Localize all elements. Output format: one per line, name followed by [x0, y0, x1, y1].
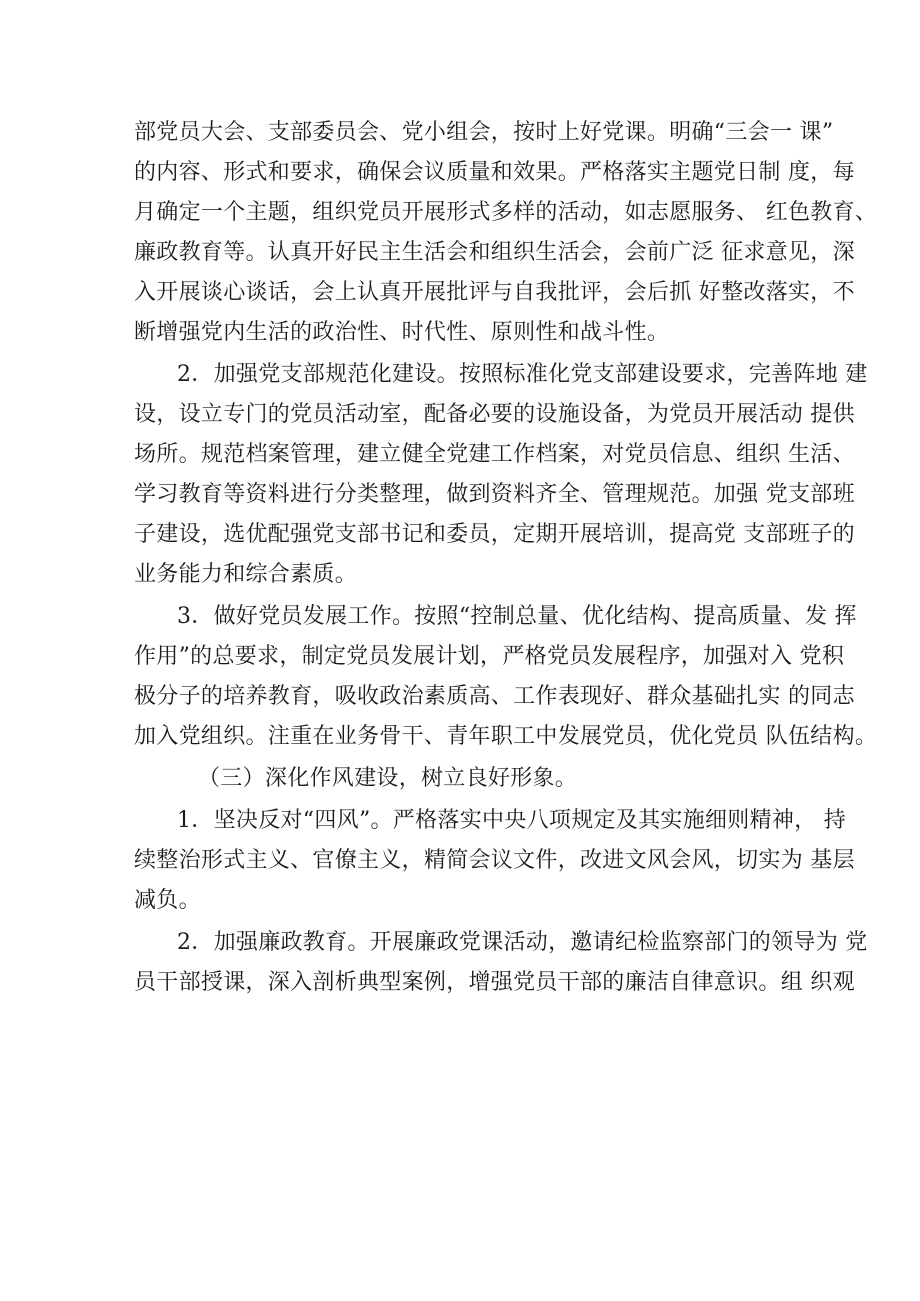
paragraph-line: 廉政教育等。认真开好民主生活会和组织生活会，会前广泛 征求意见，深 — [134, 240, 855, 265]
numbered-item-heading: 1．坚决反对“四风”。严格落实中央八项规定及其实施细则精神， 持 — [177, 808, 847, 833]
paragraph-line: 部党员大会、支部委员会、党小组会，按时上好党课。明确“三会一 课” — [134, 120, 834, 145]
paragraph-line: 场所。规范档案管理，建立健全党建工作档案，对党员信息、组织 生活、 — [134, 442, 855, 467]
paragraph-line: 子建设，选优配强党支部书记和委员，定期开展培训，提高党 支部班子的 — [134, 522, 855, 547]
paragraph-line: 的内容、形式和要求，确保会议质量和效果。严格落实主题党日制 度，每 — [134, 160, 855, 185]
paragraph-line: 入开展谈心谈话，会上认真开展批评与自我批评，会后抓 好整改落实，不 — [134, 280, 855, 305]
paragraph-line: 加入党组织。注重在业务骨干、青年职工中发展党员，优化党员 队伍结构。 — [134, 724, 878, 749]
paragraph-line: 作用”的总要求，制定党员发展计划，严格党员发展程序，加强对入 党积 — [134, 644, 845, 669]
numbered-item-heading: 2．加强党支部规范化建设。按照标准化党支部建设要求，完善阵地 建 — [177, 362, 868, 387]
paragraph-line: 断增强党内生活的政治性、时代性、原则性和战斗性。 — [134, 320, 670, 345]
paragraph-line: 极分子的培养教育，吸收政治素质高、工作表现好、群众基础扎实 的同志 — [134, 684, 855, 709]
paragraph-line: 续整治形式主义、官僚主义，精简会议文件，改进文风会风，切实为 基层 — [134, 848, 855, 873]
paragraph-line: 设，设立专门的党员活动室，配备必要的设施设备，为党员开展活动 提供 — [134, 402, 855, 427]
numbered-item-heading: 3．做好党员发展工作。按照“控制总量、优化结构、提高质量、发 挥 — [177, 604, 857, 629]
paragraph-line: 业务能力和综合素质。 — [134, 562, 358, 587]
paragraph-line: 学习教育等资料进行分类整理，做到资料齐全、管理规范。加强 党支部班 — [134, 482, 855, 507]
paragraph-line: 减负。 — [134, 888, 201, 913]
paragraph-line: 月确定一个主题，组织党员开展形式多样的活动，如志愿服务、 红色教育、 — [134, 200, 878, 225]
paragraph-line: 员干部授课，深入剖析典型案例，增强党员干部的廉洁自律意识。组 织观 — [134, 970, 855, 995]
numbered-item-heading: 2．加强廉政教育。开展廉政党课活动，邀请纪检监察部门的领导为 党 — [177, 930, 868, 955]
section-heading: （三）深化作风建设，树立良好形象。 — [198, 766, 578, 791]
